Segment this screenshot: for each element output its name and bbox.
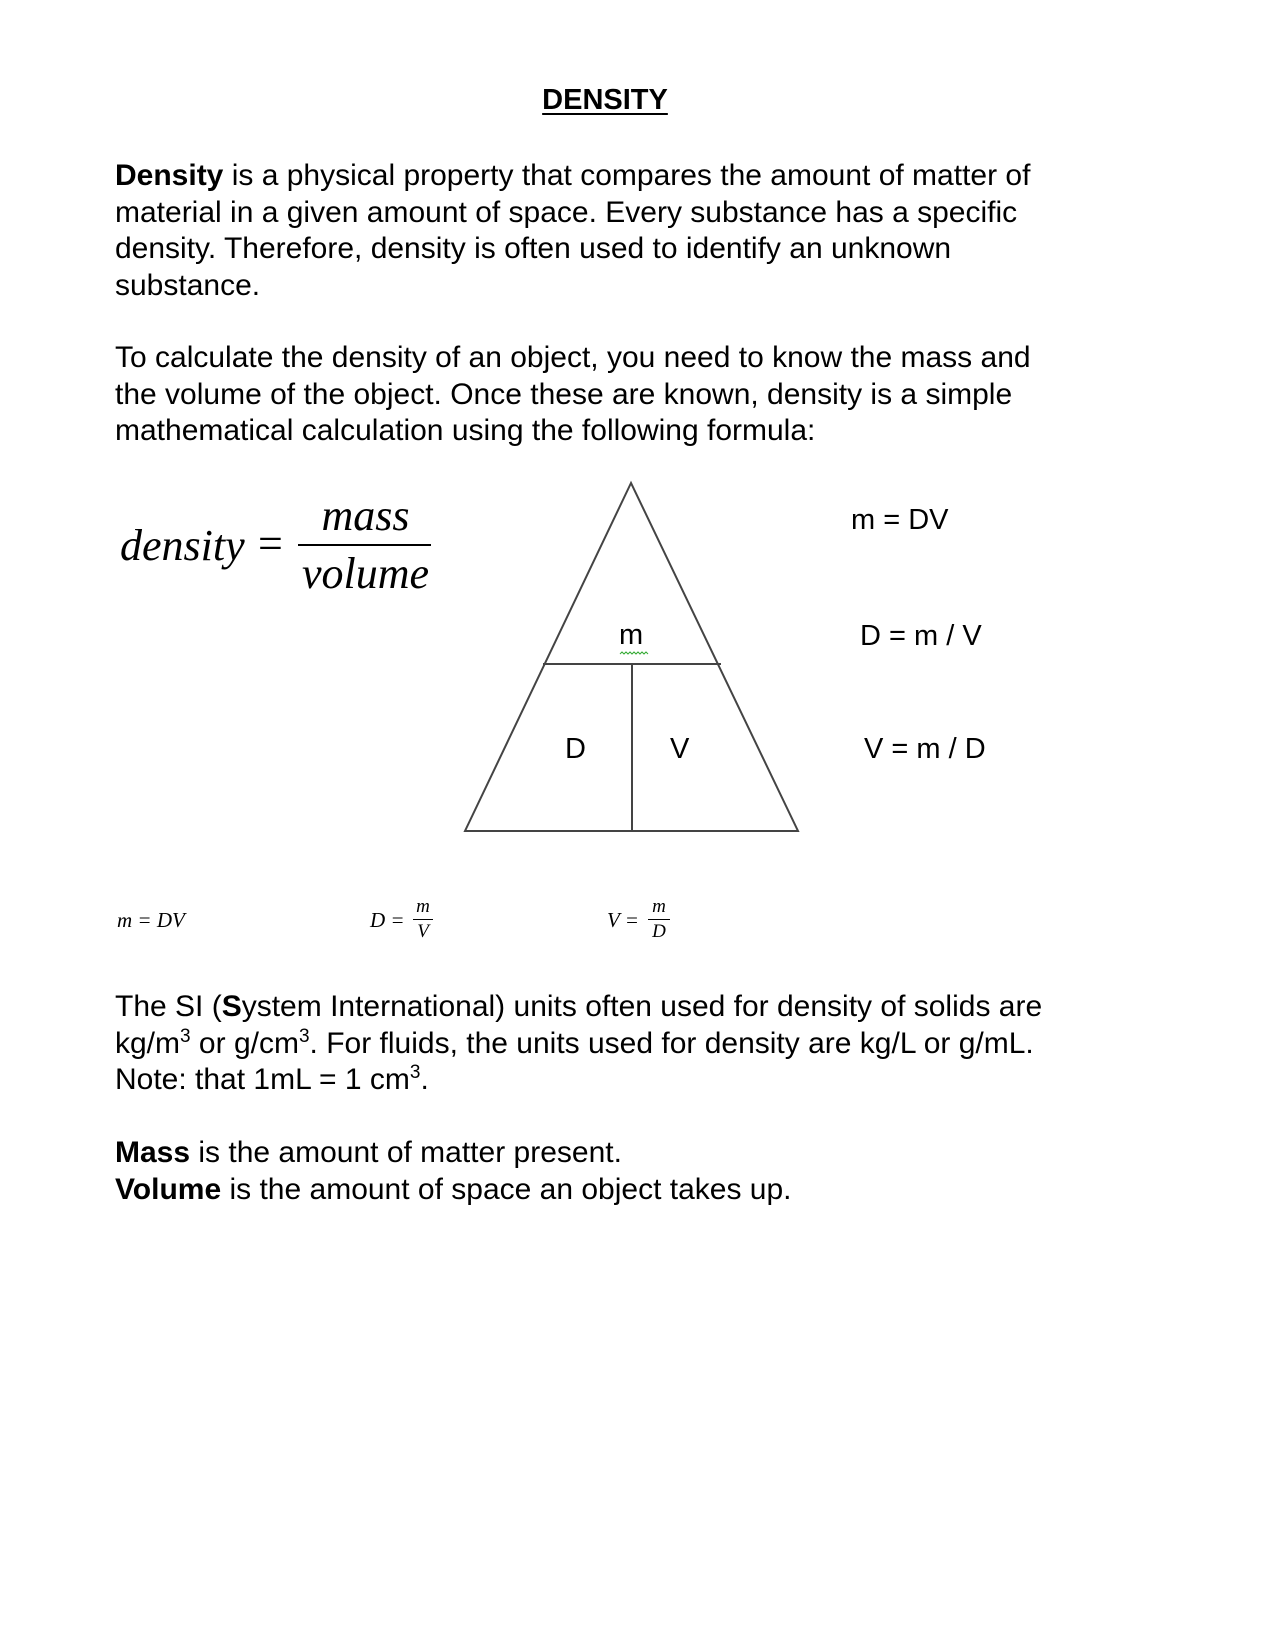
intro-line: density. Therefore, density is often used to identify an unknown: [115, 232, 952, 265]
mass-definition: is the amount of matter present.: [190, 1136, 622, 1169]
relation-volume: V = m / D: [864, 733, 986, 765]
superscript: 3: [409, 1062, 421, 1083]
si-text: . For fluids, the units used for density are kg/L or g/mL.: [309, 1026, 1034, 1060]
calc-paragraph: [115, 340, 1115, 450]
fraction-bar: [648, 919, 670, 920]
definitions: [115, 1135, 1115, 1208]
triangle-label-volume: V: [670, 733, 690, 765]
volume-definition: is the amount of space an object takes up.: [221, 1172, 792, 1206]
triangle-label-mass: m: [619, 619, 644, 651]
relation-mass: m = DV: [851, 504, 949, 536]
fraction-denominator: D: [652, 921, 666, 942]
formula-lhs: density: [120, 521, 245, 570]
superscript: 3: [180, 1025, 191, 1047]
spellcheck-underline: [620, 652, 648, 654]
intro-line: substance.: [115, 268, 261, 302]
si-text: or g/cm: [190, 1026, 299, 1060]
intro-line: is a physical property that compares the amount of matter of: [223, 159, 1031, 192]
fraction-bar: [298, 544, 431, 546]
density-triangle: [460, 478, 805, 838]
formula-numerator: mass: [321, 491, 410, 540]
density-formula: [120, 490, 440, 600]
si-text: The SI (: [115, 990, 222, 1023]
formula-denominator: volume: [301, 549, 430, 598]
small-formula-volume-lhs: V =: [607, 908, 639, 932]
si-text: .: [420, 1063, 429, 1096]
small-formula-mass: m = DV: [117, 908, 185, 932]
si-text: Note: that 1mL = 1 cm: [115, 1063, 410, 1096]
intro-line: material in a given amount of space. Every substance has a specific: [115, 195, 1018, 229]
mass-term: Mass: [115, 1136, 191, 1169]
fraction-denominator: V: [417, 921, 429, 942]
calc-line: mathematical calculation using the following formula:: [115, 414, 816, 447]
relation-density: D = m / V: [860, 620, 982, 652]
small-formula-volume-fraction: [648, 896, 670, 943]
calc-line: To calculate the density of an object, you need to know the mass and: [115, 341, 1031, 374]
page-title: DENSITY: [542, 84, 668, 116]
density-term: Density: [115, 159, 224, 192]
small-formula-density-lhs: D =: [370, 908, 405, 932]
volume-term: Volume: [115, 1172, 222, 1206]
fraction-numerator: m: [652, 896, 666, 917]
fraction-bar: [413, 919, 433, 920]
si-units-paragraph: [115, 989, 1115, 1099]
small-formula-density-fraction: [413, 896, 433, 943]
triangle-label-density: D: [565, 733, 586, 765]
formula-equals: =: [258, 519, 283, 568]
calc-line: the volume of the object. Once these are known, density is a simple: [115, 377, 1013, 411]
superscript: 3: [298, 1025, 310, 1047]
si-bold-s: S: [221, 990, 242, 1023]
intro-paragraph: [115, 158, 1115, 304]
si-text: ystem International) units often used for density of solids are: [241, 990, 1043, 1023]
fraction-numerator: m: [416, 896, 430, 917]
si-text: kg/m: [115, 1026, 181, 1060]
